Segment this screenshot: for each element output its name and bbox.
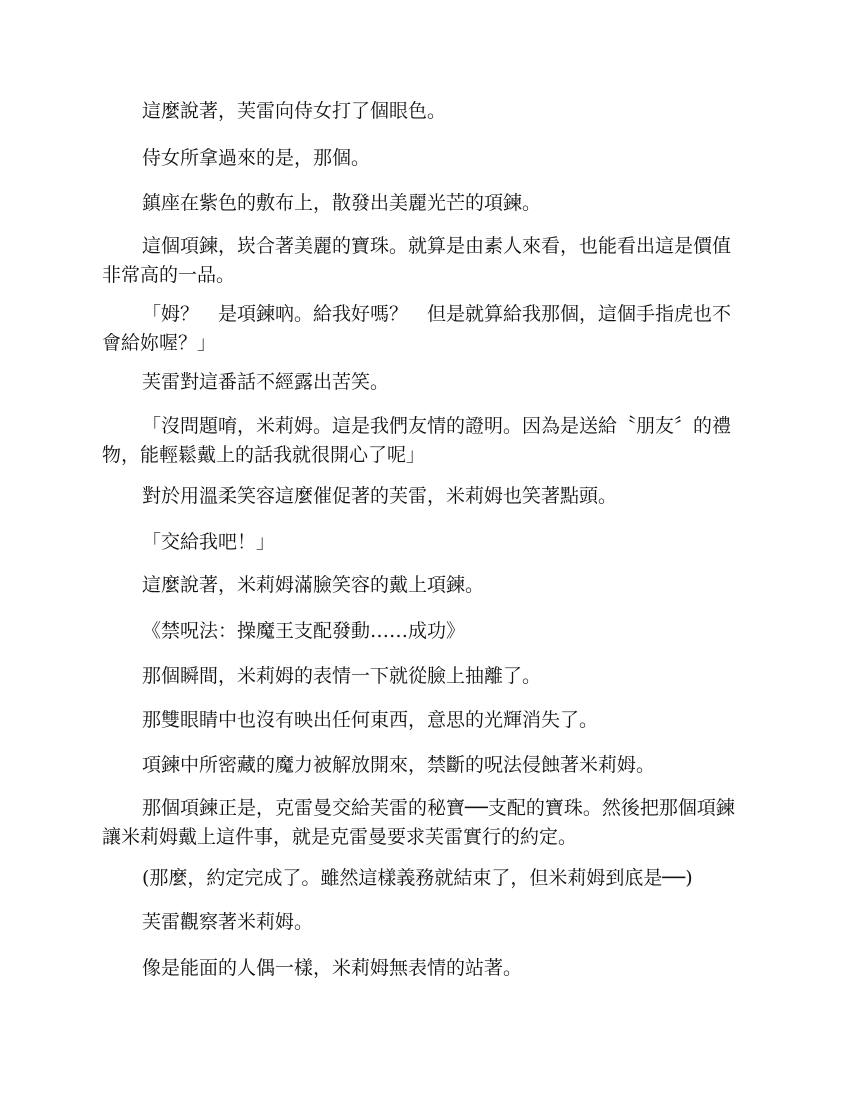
paragraph: 項鍊中所密藏的魔力被解放開來，禁斷的呪法侵蝕著米莉姆。 — [142, 754, 656, 776]
paragraph: 這個項鍊，崁合著美麗的寶珠。就算是由素人來看，也能看出這是價值非常高的一品。 — [102, 235, 732, 286]
paragraph: 芙雷觀察著米莉姆。 — [142, 911, 314, 933]
paragraph: 「交給我吧！」 — [142, 531, 276, 553]
paragraph: 「沒問題唷，米莉姆。這是我們友情的證明。因為是送給〝朋友〞的禮物，能輕鬆戴上的話我就很開心了呢」 — [102, 415, 732, 466]
paragraph: 侍女所拿過來的是，那個。 — [142, 147, 371, 169]
paragraph: 對於用溫柔笑容這麼催促著的芙雷，米莉姆也笑著點頭。 — [142, 485, 618, 507]
paragraph: 那個瞬間，米莉姆的表情一下就從臉上抽離了。 — [142, 665, 542, 687]
paragraph: 這麼說著，米莉姆滿臉笑容的戴上項鍊。 — [142, 574, 485, 596]
paragraph: 那雙眼睛中也沒有映出任何東西，意思的光輝消失了。 — [142, 709, 599, 731]
paragraph: 這麼說著，芙雷向侍女打了個眼色。 — [142, 100, 447, 122]
paragraph: 《禁呪法：操魔王支配發動……成功》 — [142, 620, 466, 642]
paragraph: 那個項鍊正是，克雷曼交給芙雷的秘寶──支配的寶珠。然後把那個項鍊讓米莉姆戴上這件事，就是克雷曼要求芙雷實行的約定。 — [102, 797, 735, 848]
paragraph: 像是能面的人偶一樣，米莉姆無表情的站著。 — [142, 957, 523, 979]
paragraph: 芙雷對這番話不經露出苦笑。 — [142, 371, 390, 393]
paragraph: (那麼，約定完成了。雖然這樣義務就結束了，但米莉姆到底是──) — [142, 867, 693, 889]
paragraph: 「姆？ 是項鍊吶。給我好嗎？ 但是就算給我那個，這個手指虎也不會給妳喔？」 — [102, 303, 732, 354]
paragraph: 鎮座在紫色的敷布上，散發出美麗光芒的項鍊。 — [142, 192, 542, 214]
